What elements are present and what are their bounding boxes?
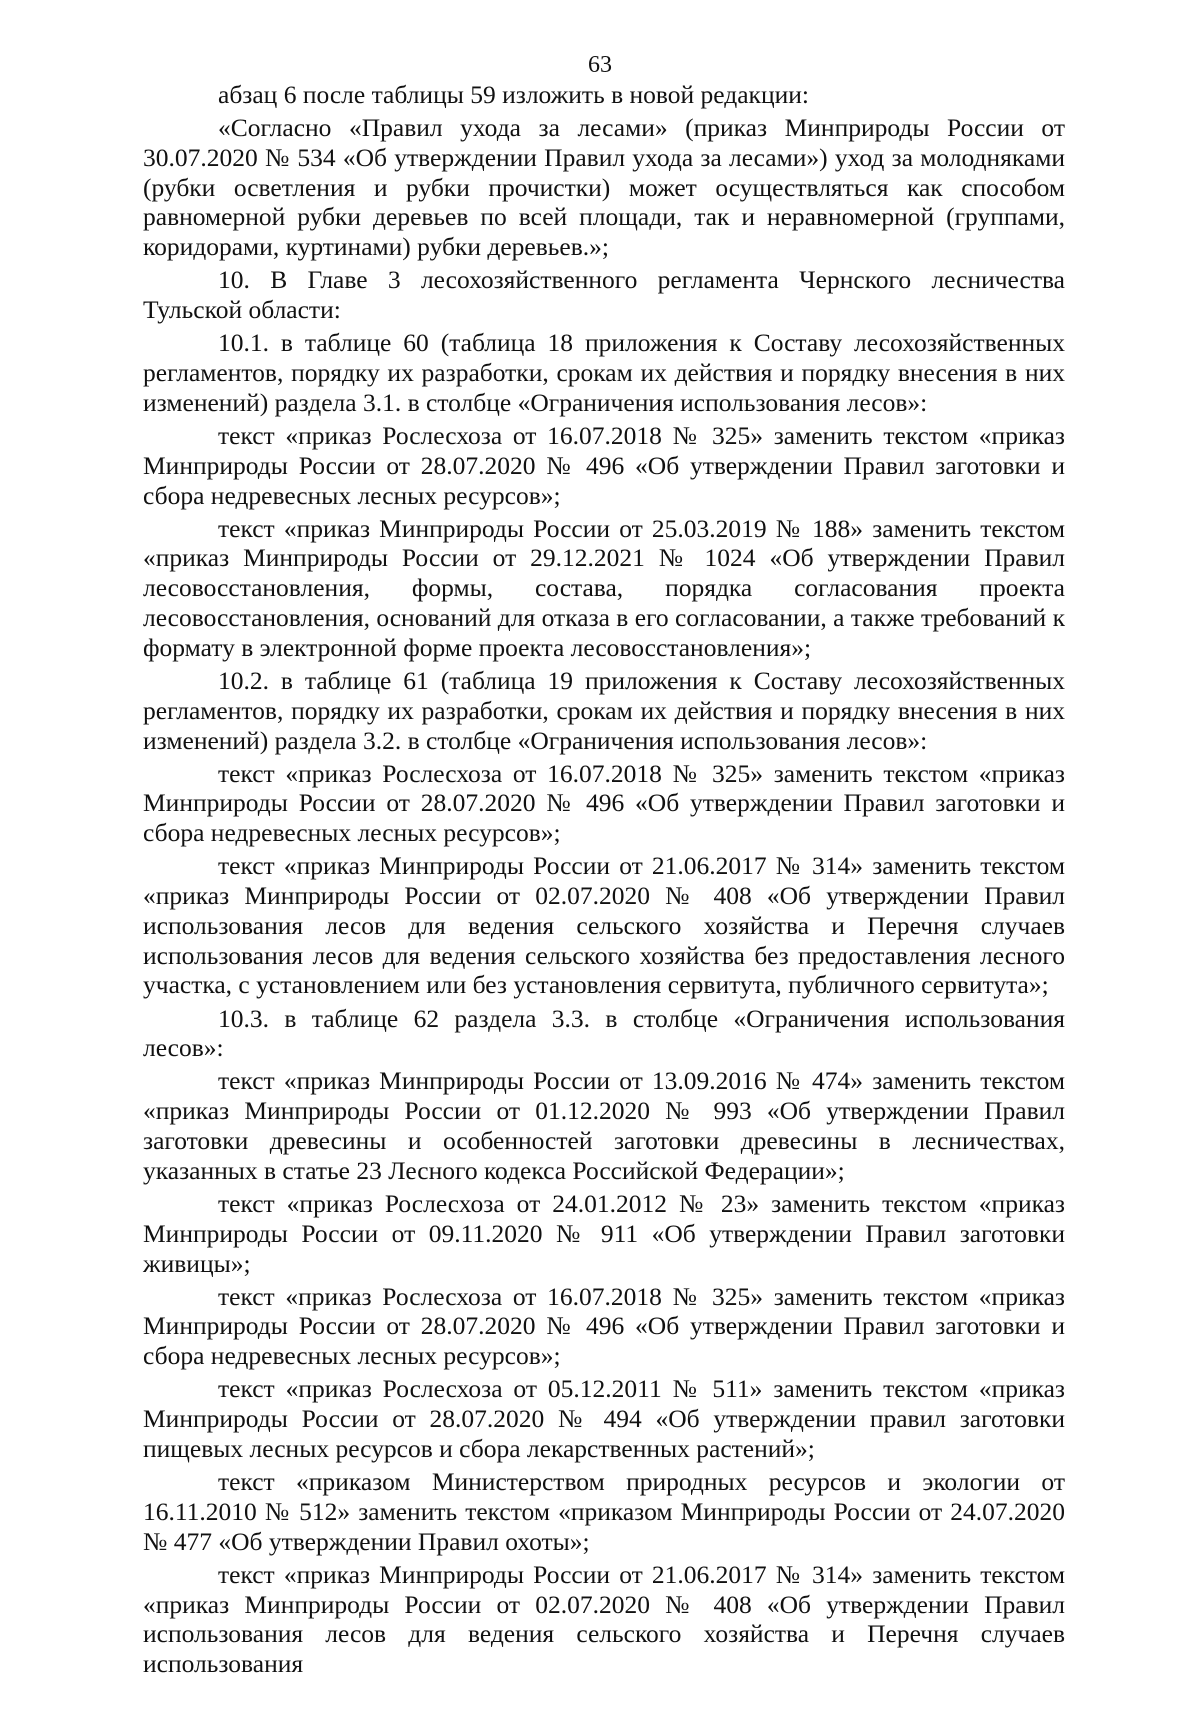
paragraph-replace-text: текст «приказ Минприроды России от 21.06.2017 № 314» заменить текстом «приказ Минприроды России от 02.07.2020 № 408 «Об утверждении Правил использования лесов для ведения сельского хозяйства и Перечня случаев использования (143, 1559, 1065, 1679)
paragraph-item-10: 10. В Главе 3 лесохозяйственного регламента Чернского лесничества Тульской области: (143, 265, 1065, 325)
paragraph-replace-text: текст «приказ Минприроды России от 13.09.2016 № 474» заменить текстом «приказ Минприроды России от 01.12.2020 № 993 «Об утверждении Правил заготовки древесины и особенностей заготовки древесины в лесничествах, указанных в статье 23 Лесного кодекса Российской Федерации»; (143, 1066, 1065, 1185)
paragraph-replace-text: текст «приказ Рослесхоза от 24.01.2012 № 23» заменить текстом «приказ Минприроды России от 09.11.2020 № 911 «Об утверждении Правил заготовки живицы»; (143, 1188, 1065, 1278)
paragraph-item-10-3: 10.3. в таблице 62 раздела 3.3. в столбце «Ограничения использования лесов»: (143, 1003, 1065, 1063)
paragraph-item-10-1: 10.1. в таблице 60 (таблица 18 приложения к Составу лесохозяйственных регламентов, порядку их разработки, срокам их действия и порядку внесения в них изменений) раздела 3.1. в столбце «Ограничения использования лесов»: (143, 328, 1065, 417)
paragraph-item-10-2: 10.2. в таблице 61 (таблица 19 приложения к Составу лесохозяйственных регламентов, порядку их разработки, срокам их действия и порядку внесения в них изменений) раздела 3.2. в столбце «Ограничения использования лесов»: (143, 665, 1065, 755)
paragraph-replace-text: текст «приказом Министерством природных ресурсов и экологии от 16.11.2010 № 512» заменить текстом «приказом Минприроды России от 24.07.2020 № 477 «Об утверждении Правил охоты»; (143, 1467, 1065, 1556)
paragraph-replace-text: текст «приказ Рослесхоза от 05.12.2011 № 511» заменить текстом «приказ Минприроды России от 28.07.2020 № 494 «Об утверждении правил заготовки пищевых лесных ресурсов и сбора лекарственных растений»; (143, 1374, 1065, 1463)
paragraph-replace-text: текст «приказ Минприроды России от 25.03.2019 № 188» заменить текстом «приказ Минприроды России от 29.12.2021 № 1024 «Об утверждении Правил лесовосстановления, формы, состава, порядка согласования проекта лесовосстановления, оснований для отказа в его согласовании, а также требований к формату в электронной форме проекта лесовосстановления»; (143, 513, 1065, 662)
paragraph-replace-text: текст «приказ Рослесхоза от 16.07.2018 № 325» заменить текстом «приказ Минприроды России от 28.07.2020 № 496 «Об утверждении Правил заготовки и сбора недревесных лесных ресурсов»; (143, 420, 1065, 510)
paragraph-replace-text: текст «приказ Минприроды России от 21.06.2017 № 314» заменить текстом «приказ Минприроды России от 02.07.2020 № 408 «Об утверждении Правил использования лесов для ведения сельского хозяйства и Перечня случаев использования лесов для ведения сельского хозяйства без предоставления лесного участка, с установлением или без установления сервитута, публичного сервитута»; (143, 851, 1065, 1000)
paragraph-quote-uhod: «Согласно «Правил ухода за лесами» (приказ Минприроды России от 30.07.2020 № 534 «Об утверждении Правил ухода за лесами») уход за молодняками (рубки осветления и рубки прочистки) может осуществляться как способом равномерной рубки деревьев по всей площади, так и неравномерной (группами, коридорами, куртинами) рубки деревьев.»; (143, 113, 1065, 262)
document-body (143, 80, 1065, 1682)
paragraph-abzac-6: абзац 6 после таблицы 59 изложить в новой редакции: (218, 80, 809, 109)
paragraph-replace-text: текст «приказ Рослесхоза от 16.07.2018 № 325» заменить текстом «приказ Минприроды России от 28.07.2020 № 496 «Об утверждении Правил заготовки и сбора недревесных лесных ресурсов»; (143, 758, 1065, 848)
page-number: 63 (588, 52, 612, 78)
paragraph-replace-text: текст «приказ Рослесхоза от 16.07.2018 № 325» заменить текстом «приказ Минприроды России от 28.07.2020 № 496 «Об утверждении Правил заготовки и сбора недревесных лесных ресурсов»; (143, 1281, 1065, 1371)
